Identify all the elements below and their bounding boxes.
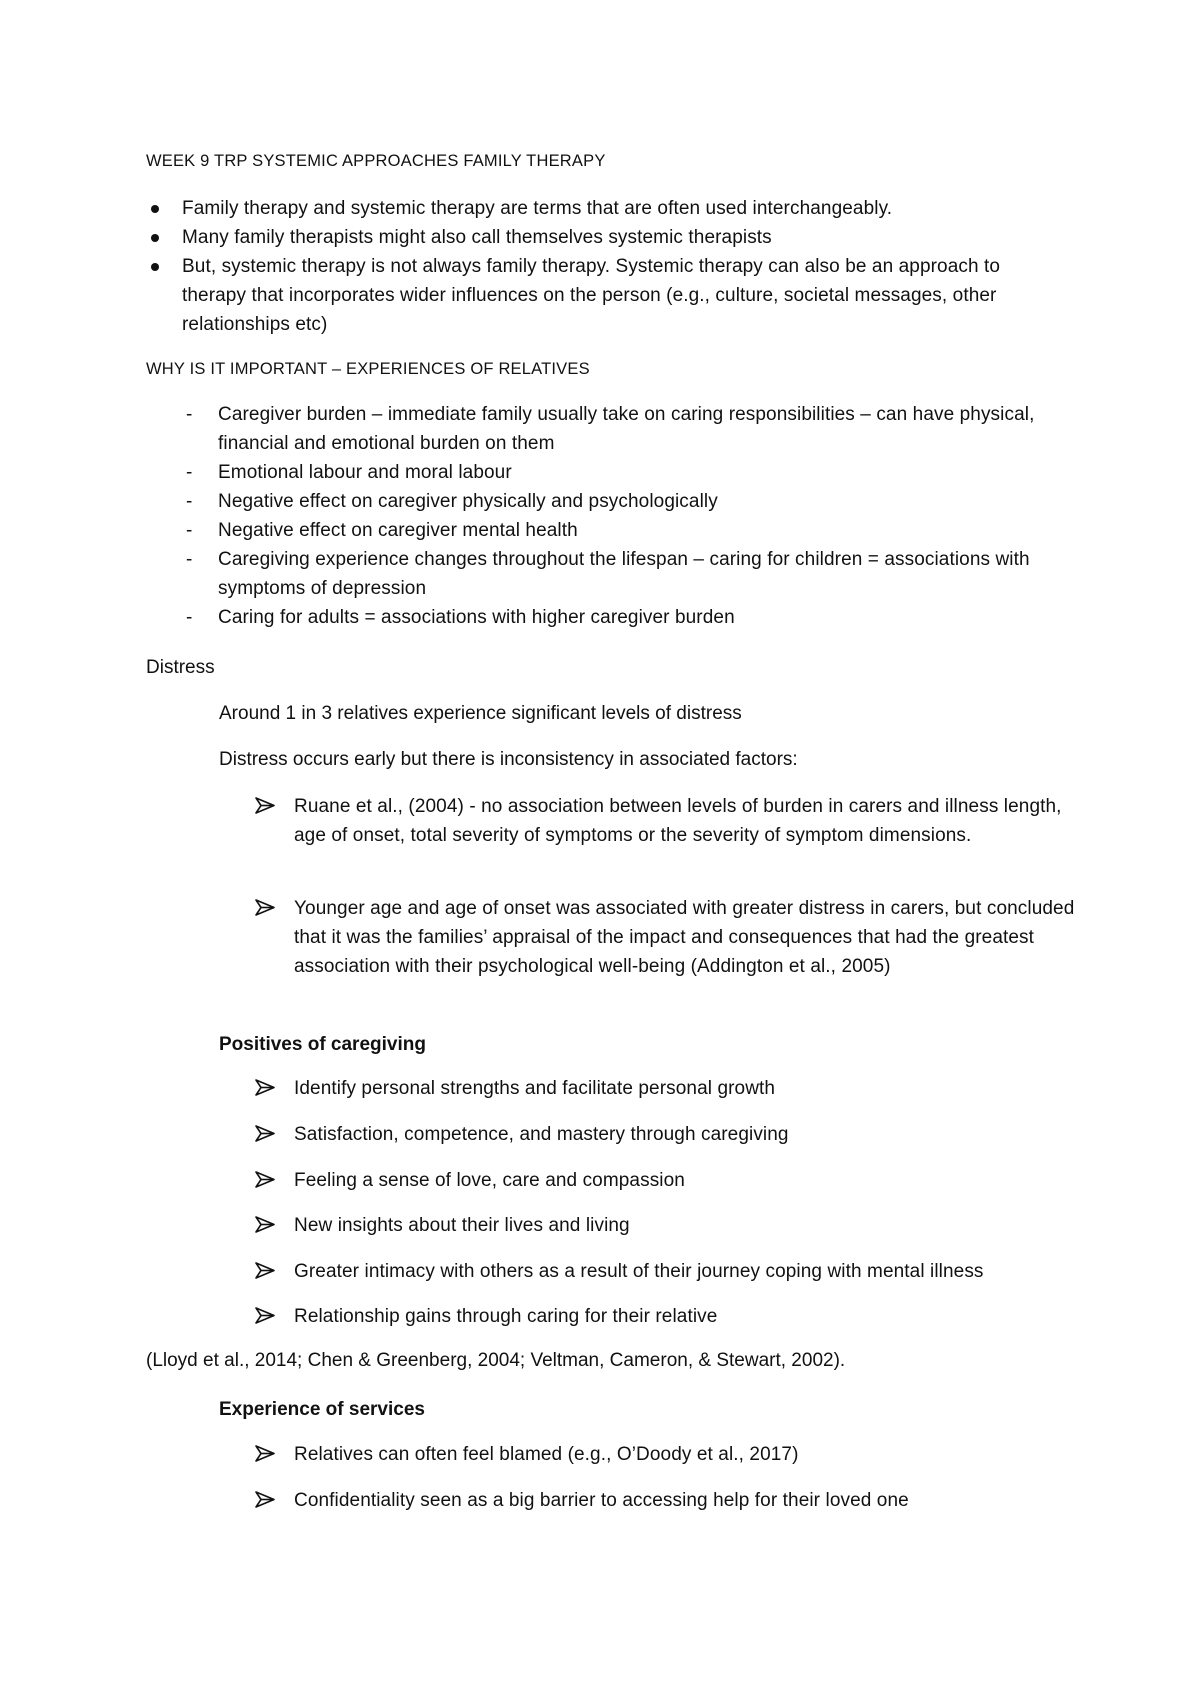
arrow-bullet-icon bbox=[255, 1445, 275, 1462]
citation-line: (Lloyd et al., 2014; Chen & Greenberg, 2004; Veltman, Cameron, & Stewart, 2002). bbox=[146, 1350, 846, 1371]
list-item: - Caregiving experience changes throughout the lifespan – caring for children = associations with symptoms of depression bbox=[146, 545, 1066, 603]
list-item: - Negative effect on caregiver physically and psychologically bbox=[146, 487, 1066, 516]
relatives-dash-list bbox=[146, 400, 1066, 632]
arrow-bullet-icon bbox=[255, 797, 275, 814]
bullet-dot-icon bbox=[151, 263, 159, 271]
list-item: Identify personal strengths and facilitate personal growth bbox=[255, 1074, 1075, 1103]
distress-statement-factors: Distress occurs early but there is inconsistency in associated factors: bbox=[219, 749, 798, 770]
list-item: New insights about their lives and living bbox=[255, 1211, 1075, 1240]
dash-marker: - bbox=[186, 491, 193, 512]
list-item: Many family therapists might also call themselves systemic therapists bbox=[146, 223, 1066, 252]
bullet-dot-icon bbox=[151, 205, 159, 213]
list-item: But, systemic therapy is not always family therapy. Systemic therapy can also be an approach to therapy that incorporates wider influences on the person (e.g., culture, societal messages, other relationships etc) bbox=[146, 252, 1066, 339]
list-item: Confidentiality seen as a big barrier to accessing help for their loved one bbox=[255, 1486, 1075, 1515]
dash-marker: - bbox=[186, 607, 193, 628]
section-heading-distress: Distress bbox=[146, 657, 215, 678]
arrow-bullet-icon bbox=[255, 1171, 275, 1188]
arrow-bullet-icon bbox=[255, 1262, 275, 1279]
document-title: WEEK 9 TRP SYSTEMIC APPROACHES FAMILY THERAPY bbox=[146, 152, 606, 170]
bullet-dot-icon bbox=[151, 234, 159, 242]
list-item: Relatives can often feel blamed (e.g., O’Doody et al., 2017) bbox=[255, 1440, 1075, 1469]
section-heading-services: Experience of services bbox=[219, 1399, 425, 1420]
intro-bullet-list bbox=[146, 194, 1066, 339]
arrow-bullet-icon bbox=[255, 1307, 275, 1324]
dash-marker: - bbox=[186, 404, 193, 425]
distress-statement: Around 1 in 3 relatives experience significant levels of distress bbox=[219, 703, 742, 724]
section-heading-why-important: WHY IS IT IMPORTANT – EXPERIENCES OF RELATIVES bbox=[146, 360, 590, 378]
dash-marker: - bbox=[186, 462, 193, 483]
list-item: - Caring for adults = associations with higher caregiver burden bbox=[146, 603, 1066, 632]
list-item: Satisfaction, competence, and mastery through caregiving bbox=[255, 1120, 1075, 1149]
arrow-bullet-icon bbox=[255, 1216, 275, 1233]
arrow-bullet-icon bbox=[255, 1079, 275, 1096]
dash-marker: - bbox=[186, 549, 193, 570]
list-item: Relationship gains through caring for their relative bbox=[255, 1302, 1075, 1331]
list-item: - Negative effect on caregiver mental health bbox=[146, 516, 1066, 545]
arrow-bullet-icon bbox=[255, 1491, 275, 1508]
list-item: - Caregiver burden – immediate family usually take on caring responsibilities – can have physical, financial and emotional burden on them bbox=[146, 400, 1066, 458]
list-item: Feeling a sense of love, care and compassion bbox=[255, 1166, 1075, 1195]
section-heading-positives: Positives of caregiving bbox=[219, 1034, 426, 1055]
list-item: Younger age and age of onset was associated with greater distress in carers, but concluded that it was the families’ appraisal of the impact and consequences that had the greatest association with their psychological well-being (Addington et al., 2005) bbox=[255, 894, 1075, 981]
list-item: - Emotional labour and moral labour bbox=[146, 458, 1066, 487]
list-item: Greater intimacy with others as a result of their journey coping with mental illness bbox=[255, 1257, 1075, 1286]
dash-marker: - bbox=[186, 520, 193, 541]
list-item: Family therapy and systemic therapy are terms that are often used interchangeably. bbox=[146, 194, 1066, 223]
arrow-bullet-icon bbox=[255, 899, 275, 916]
list-item: Ruane et al., (2004) - no association between levels of burden in carers and illness length, age of onset, total severity of symptoms or the severity of symptom dimensions. bbox=[255, 792, 1075, 850]
arrow-bullet-icon bbox=[255, 1125, 275, 1142]
